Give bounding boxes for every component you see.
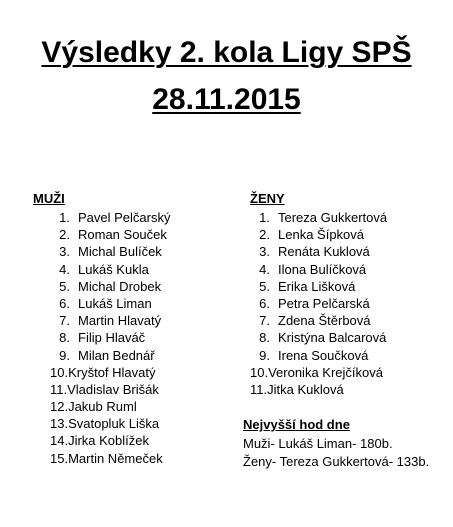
rank-number: 6. (59, 295, 70, 311)
list-item (50, 398, 170, 415)
men-heading: MUŽI (33, 191, 65, 206)
list-item (50, 347, 170, 364)
rank-number: 2. (259, 227, 270, 243)
list-item (250, 209, 387, 226)
athlete-name: Pavel Pelčarský (78, 210, 171, 225)
athlete-name: Lukáš Liman (78, 295, 152, 311)
athlete-name: Irena Součková (278, 347, 369, 363)
list-item (50, 261, 170, 278)
rank-number: 7. (59, 313, 70, 329)
list-item (50, 278, 170, 295)
men-list (50, 209, 170, 467)
women-list (250, 209, 387, 398)
athlete-name: Jitka Kuklová (267, 381, 344, 397)
rank-number: 12. (50, 399, 69, 415)
rank-number: 5. (259, 278, 270, 294)
athlete-name: Roman Souček (78, 227, 167, 243)
best-throw-section (243, 416, 429, 470)
list-item (250, 347, 387, 364)
rank-number: 4. (59, 261, 70, 277)
list-item (50, 364, 170, 381)
rank-number: 10. (50, 364, 69, 380)
athlete-name: Tereza Gukkertová (278, 210, 388, 225)
athlete-name: Ilona Bulíčková (278, 261, 367, 277)
list-item (50, 381, 170, 398)
athlete-name: Jirka Koblížek (68, 433, 149, 449)
athlete-name: Renáta Kuklová (278, 244, 370, 260)
rank-number: 11. (250, 381, 268, 397)
athlete-name: Erika Lišková (278, 278, 356, 294)
list-item (250, 243, 387, 260)
list-item (50, 226, 170, 243)
athlete-name: Martin Němeček (68, 450, 163, 466)
athlete-name: Veronika Krejčíková (268, 364, 383, 380)
rank-number: 8. (259, 330, 270, 346)
list-item (250, 381, 387, 398)
rank-number: 5. (59, 278, 70, 294)
women-heading: ŽENY (250, 191, 285, 206)
athlete-name: Kristýna Balcarová (278, 330, 387, 346)
rank-number: 1. (259, 210, 270, 225)
rank-number: 11. (50, 381, 68, 397)
best-throw-women: Ženy- Tereza Gukkertová- 133b. (243, 453, 430, 469)
rank-number: 3. (259, 244, 270, 260)
list-item (50, 415, 170, 432)
date-title: 28.11.2015 (152, 83, 301, 116)
athlete-name: Petra Pelčarská (278, 295, 370, 311)
athlete-name: Kryštof Hlavatý (68, 364, 156, 380)
list-item (250, 261, 387, 278)
list-item (50, 209, 170, 226)
list-item (50, 450, 170, 467)
rank-number: 1. (59, 210, 70, 225)
list-item (50, 432, 170, 449)
best-throw-men: Muži- Lukáš Liman- 180b. (243, 436, 393, 451)
rank-number: 4. (259, 261, 270, 277)
best-throw-heading: Nejvyšší hod dne (243, 417, 350, 432)
athlete-name: Vladislav Brišák (67, 381, 159, 397)
athlete-name: Lenka Šípková (278, 227, 365, 243)
rank-number: 9. (259, 347, 270, 363)
rank-number: 2. (59, 227, 70, 243)
list-item (250, 312, 387, 329)
list-item (50, 329, 170, 346)
athlete-name: Zdena Štěrbová (278, 313, 371, 329)
rank-number: 6. (259, 295, 270, 311)
athlete-name: Filip Hlaváč (78, 330, 146, 346)
rank-number: 8. (59, 330, 70, 346)
athlete-name: Michal Drobek (78, 278, 162, 294)
rank-number: 3. (59, 244, 70, 260)
list-item (250, 329, 387, 346)
athlete-name: Michal Bulíček (78, 244, 162, 260)
list-item (250, 226, 387, 243)
rank-number: 9. (59, 347, 70, 363)
list-item (250, 295, 387, 312)
women-results (250, 190, 387, 398)
rank-number: 10. (250, 364, 269, 380)
rank-number: 13. (50, 416, 69, 432)
men-results (33, 190, 170, 467)
list-item (50, 295, 170, 312)
athlete-name: Jakub Ruml (68, 399, 137, 415)
rank-number: 15. (50, 450, 69, 466)
list-item (250, 278, 387, 295)
athlete-name: Martin Hlavatý (78, 313, 162, 329)
athlete-name: Milan Bednář (78, 347, 155, 363)
page-title: Výsledky 2. kola Ligy SPŠ (41, 36, 412, 69)
rank-number: 7. (259, 313, 270, 329)
rank-number: 14. (50, 433, 69, 449)
athlete-name: Svatopluk Liška (68, 416, 160, 432)
list-item (50, 243, 170, 260)
list-item (50, 312, 170, 329)
athlete-name: Lukáš Kukla (78, 261, 149, 277)
list-item (250, 364, 387, 381)
